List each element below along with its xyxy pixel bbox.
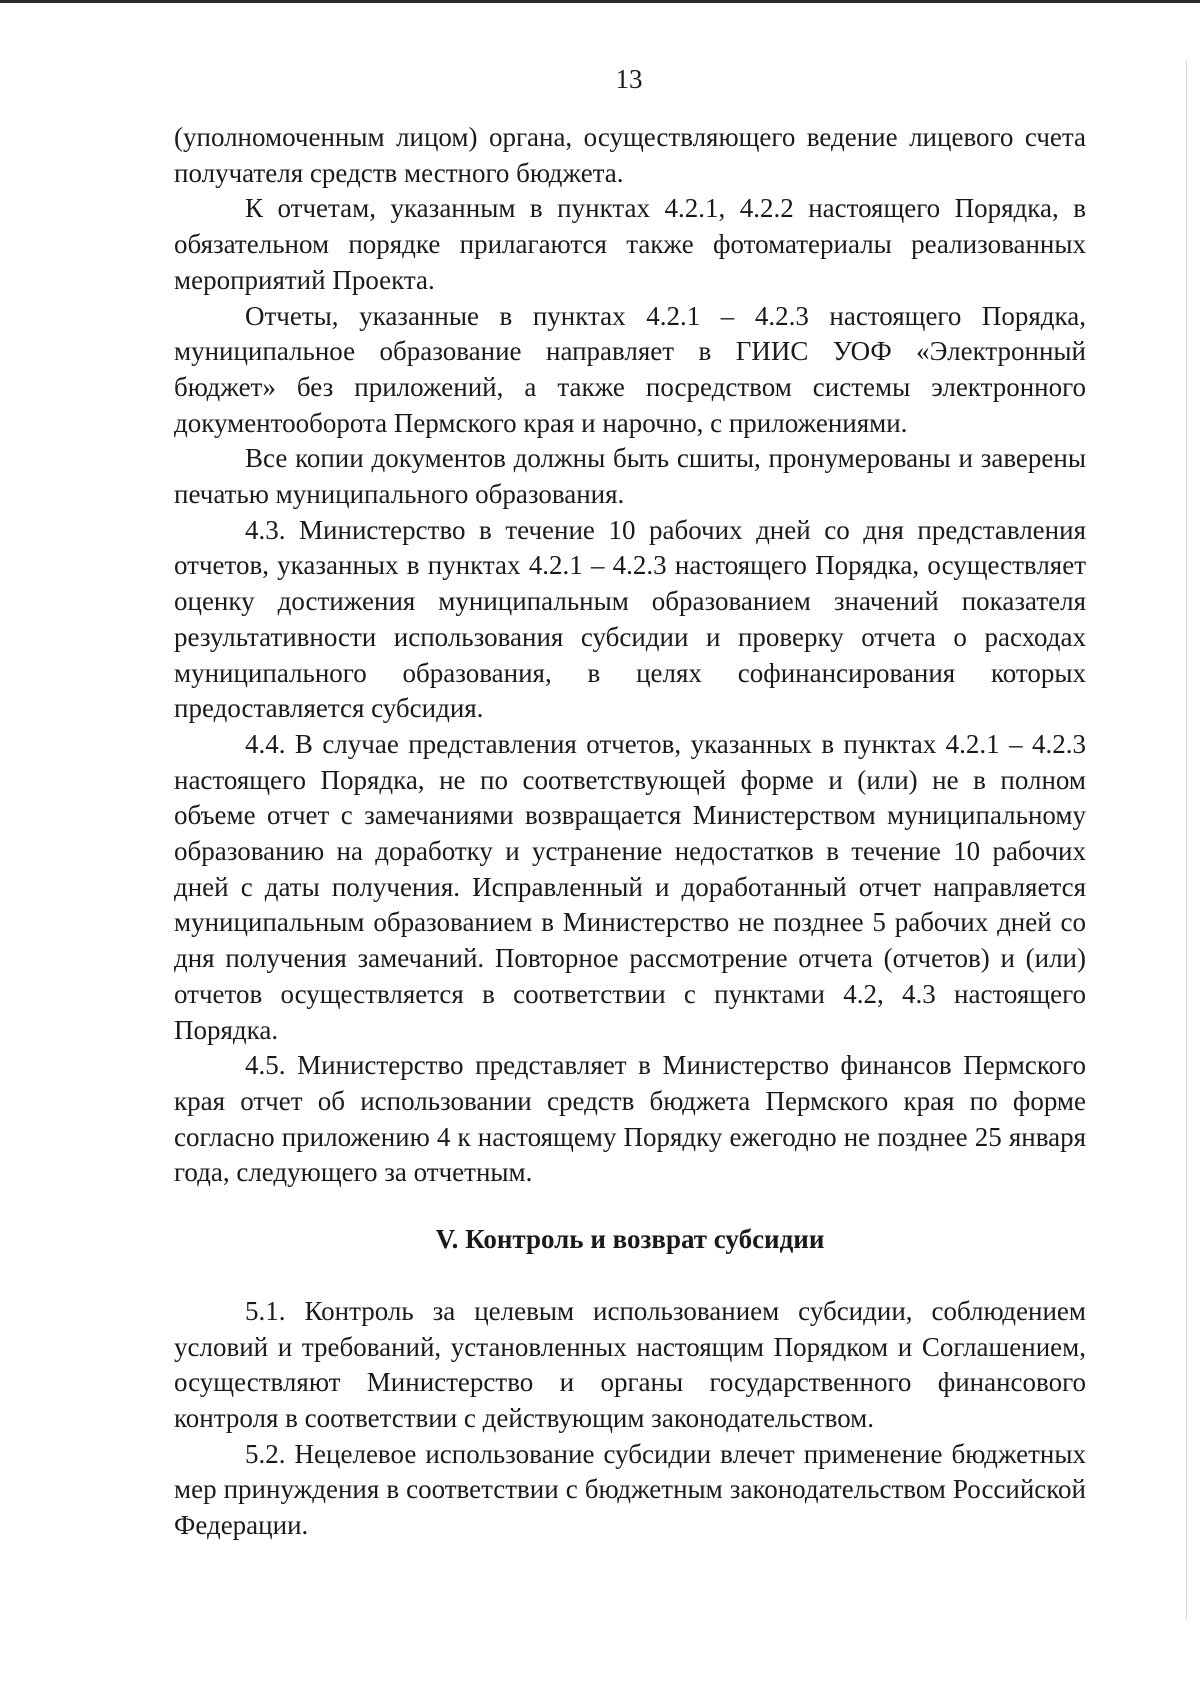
- scan-edge-line: [1186, 60, 1187, 1620]
- paragraph-reports-submission: Отчеты, указанные в пунктах 4.2.1 – 4.2.3 настоящего Порядка, муниципальное образование направляет в ГИИС УОФ «Электронный бюджет» без приложений, а также посредством системы электронного документооборота Пермского края и нарочно, с приложениями.: [174, 300, 1086, 438]
- paragraph-4-4: 4.4. В случае представления отчетов, указанных в пунктах 4.2.1 – 4.2.3 настоящего Порядка, не по соответствующей форме и (или) не в полном объеме отчет с замечаниями возвращается Министерством муниципальному образованию на доработку и устранение недостатков в течение 10 рабочих дней с даты получения. Исправленный и доработанный отчет направляется муниципальным образованием в Министерство не позднее 5 рабочих дней со дня получения замечаний. Повторное рассмотрение отчета (отчетов) и (или) отчетов осуществляется в соответствии с пунктами 4.2, 4.3 настоящего Порядка.: [174, 728, 1086, 1045]
- top-border: [0, 0, 1200, 3]
- paragraph-5-2: 5.2. Нецелевое использование субсидии влечет применение бюджетных мер принуждения в соответствии с бюджетным законодательством Российской Федерации.: [174, 1438, 1086, 1541]
- section-heading: V. Контроль и возврат субсидии: [435, 1224, 825, 1255]
- paragraph-4-5: 4.5. Министерство представляет в Министерство финансов Пермского края отчет об использовании средств бюджета Пермского края по форме согласно приложению 4 к настоящему Порядку ежегодно не позднее 25 января года, следующего за отчетным.: [174, 1050, 1086, 1188]
- paragraph-document-copies: Все копии документов должны быть сшиты, пронумерованы и заверены печатью муниципального образования.: [174, 443, 1086, 510]
- document-body: [174, 120, 1086, 1544]
- paragraph-5-1: 5.1. Контроль за целевым использованием субсидии, соблюдением условий и требований, установленных настоящим Порядком и Соглашением, осуществляют Министерство и органы государственного финансового контроля в соответствии с действующим законодательством.: [174, 1295, 1086, 1433]
- page-number: 13: [615, 64, 643, 94]
- paragraph-photo-materials: К отчетам, указанным в пунктах 4.2.1, 4.2.2 настоящего Порядка, в обязательном порядке прилагаются также фотоматериалы реализованных мероприятий Проекта.: [174, 193, 1086, 295]
- paragraph-4-3: 4.3. Министерство в течение 10 рабочих дней со дня представления отчетов, указанных в пунктах 4.2.1 – 4.2.3 настоящего Порядка, осуществляет оценку достижения муниципальным образованием значений показателя результативности использования субсидии и проверку отчета о расходах муниципального образования, в целях софинансирования которых предоставляется субсидия.: [174, 514, 1086, 724]
- paragraph-continuation: (уполномоченным лицом) органа, осуществляющего ведение лицевого счета получателя средств местного бюджета.: [174, 122, 1086, 188]
